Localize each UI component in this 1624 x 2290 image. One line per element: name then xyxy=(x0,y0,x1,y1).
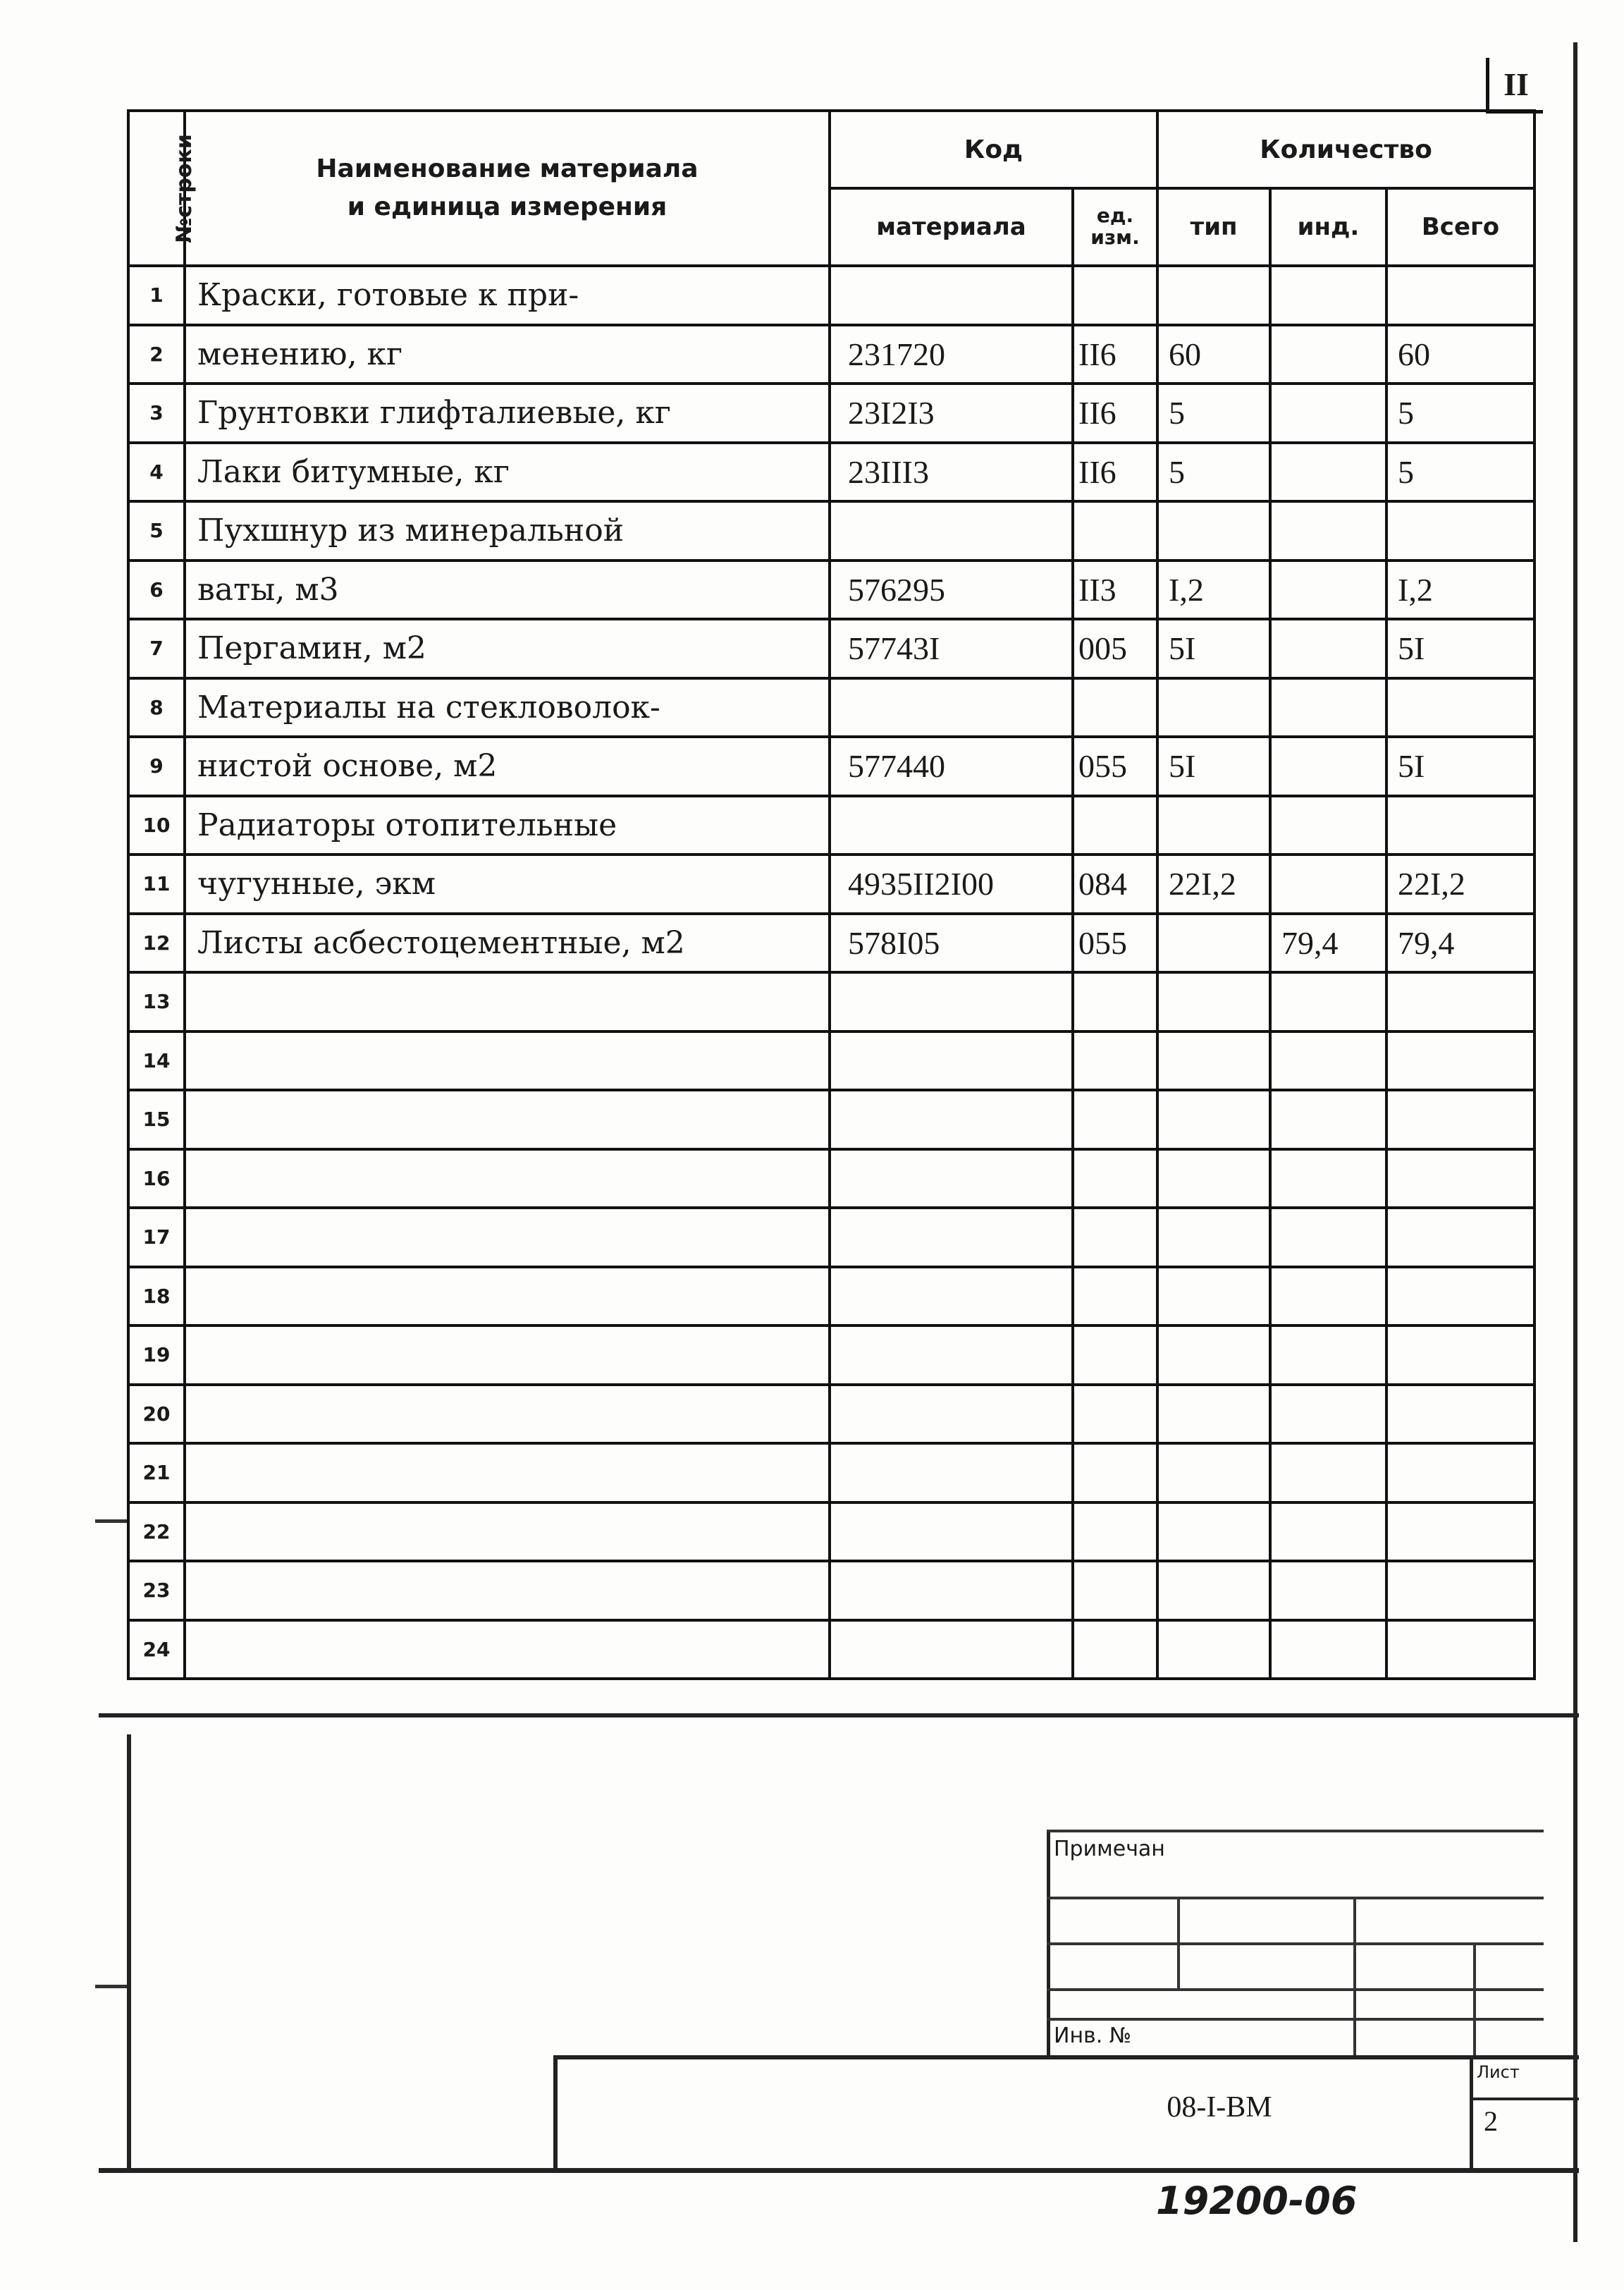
qty-total: 22I,2 xyxy=(1386,855,1534,914)
qty-total xyxy=(1386,266,1534,325)
qty-total xyxy=(1386,1385,1534,1444)
qty-type xyxy=(1157,1561,1270,1620)
material-code xyxy=(830,1502,1073,1562)
qty-type xyxy=(1157,1502,1270,1562)
row-number: 22 xyxy=(128,1502,185,1562)
qty-type xyxy=(1157,1620,1270,1679)
qty-type xyxy=(1157,1149,1270,1208)
table-row xyxy=(128,1561,1534,1620)
row-number: 20 xyxy=(128,1385,185,1444)
table-row xyxy=(128,443,1534,502)
table-row xyxy=(128,1385,1534,1444)
material-code xyxy=(830,1385,1073,1444)
unit-code xyxy=(1073,972,1157,1031)
qty-type: I,2 xyxy=(1157,561,1270,620)
row-number: 8 xyxy=(128,678,185,737)
unit-code: 055 xyxy=(1073,914,1157,973)
material-name: нистой основе, м2 xyxy=(185,737,830,796)
qty-total xyxy=(1386,1031,1534,1091)
row-number: 1 xyxy=(128,266,185,325)
material-name xyxy=(185,1385,830,1444)
unit-code xyxy=(1073,1385,1157,1444)
material-name: Пергамин, м2 xyxy=(185,619,830,678)
material-name xyxy=(185,1031,830,1091)
qty-type xyxy=(1157,1031,1270,1091)
row-number: 10 xyxy=(128,796,185,855)
header-quantity: Количество xyxy=(1157,111,1534,188)
material-code: 4935II2I00 xyxy=(830,855,1073,914)
row-number: 5 xyxy=(128,501,185,561)
row-number: 2 xyxy=(128,325,185,384)
unit-code xyxy=(1073,796,1157,855)
row-number: 21 xyxy=(128,1443,185,1502)
material-code xyxy=(830,1267,1073,1326)
material-name xyxy=(185,1443,830,1502)
row-number: 19 xyxy=(128,1325,185,1385)
material-code: 578I05 xyxy=(830,914,1073,973)
material-name xyxy=(185,1149,830,1208)
material-name: Лаки битумные, кг xyxy=(185,443,830,502)
qty-total: 60 xyxy=(1386,325,1534,384)
row-number: 18 xyxy=(128,1267,185,1326)
material-name: Пухшнур из минеральной xyxy=(185,501,830,561)
material-code xyxy=(830,1620,1073,1679)
qty-type: 60 xyxy=(1157,325,1270,384)
qty-individual xyxy=(1270,678,1386,737)
qty-type xyxy=(1157,1443,1270,1502)
qty-individual xyxy=(1270,972,1386,1031)
row-number: 9 xyxy=(128,737,185,796)
materials-table xyxy=(127,109,1536,1680)
sheet-number: II xyxy=(1486,58,1543,114)
qty-individual xyxy=(1270,796,1386,855)
unit-code xyxy=(1073,1325,1157,1385)
notes-line xyxy=(1047,1897,1544,1899)
qty-individual xyxy=(1270,1502,1386,1562)
material-code xyxy=(830,266,1073,325)
materials-table-body xyxy=(128,266,1534,1679)
material-code xyxy=(830,1443,1073,1502)
material-code: 57743I xyxy=(830,619,1073,678)
stamp-left-border xyxy=(553,2055,558,2172)
material-name: Радиаторы отопительные xyxy=(185,796,830,855)
qty-individual xyxy=(1270,619,1386,678)
qty-individual xyxy=(1270,1090,1386,1149)
qty-type: 5I xyxy=(1157,737,1270,796)
material-name xyxy=(185,1267,830,1326)
table-row xyxy=(128,855,1534,914)
material-name xyxy=(185,1090,830,1149)
qty-type xyxy=(1157,914,1270,973)
material-name xyxy=(185,1208,830,1267)
material-code xyxy=(830,972,1073,1031)
material-name: Материалы на стекловолок- xyxy=(185,678,830,737)
table-row xyxy=(128,1620,1534,1679)
unit-code xyxy=(1073,1620,1157,1679)
qty-individual xyxy=(1270,855,1386,914)
material-code: 577440 xyxy=(830,737,1073,796)
notes-label: Примечан xyxy=(1054,1837,1165,1861)
material-code xyxy=(830,1149,1073,1208)
header-qty-individual: инд. xyxy=(1270,188,1386,266)
material-code xyxy=(830,501,1073,561)
row-number: 12 xyxy=(128,914,185,973)
qty-total xyxy=(1386,1443,1534,1502)
sheet-box-divider xyxy=(1470,2098,1579,2100)
header-row-number: №строки xyxy=(128,111,185,266)
table-row xyxy=(128,325,1534,384)
material-name: Краски, готовые к при- xyxy=(185,266,830,325)
qty-individual xyxy=(1270,443,1386,502)
table-row xyxy=(128,1208,1534,1267)
material-code xyxy=(830,796,1073,855)
unit-code xyxy=(1073,1090,1157,1149)
qty-total xyxy=(1386,1620,1534,1679)
qty-type: 5 xyxy=(1157,443,1270,502)
notes-line xyxy=(1047,1830,1544,1832)
qty-type xyxy=(1157,1267,1270,1326)
qty-type xyxy=(1157,1385,1270,1444)
document-code: 08-I-BM xyxy=(1167,2091,1272,2124)
frame-right-border xyxy=(1573,42,1577,2242)
qty-total: 79,4 xyxy=(1386,914,1534,973)
row-number: 23 xyxy=(128,1561,185,1620)
qty-total: 5 xyxy=(1386,443,1534,502)
table-row xyxy=(128,1443,1534,1502)
qty-type xyxy=(1157,266,1270,325)
material-code: 576295 xyxy=(830,561,1073,620)
material-name: менению, кг xyxy=(185,325,830,384)
qty-individual xyxy=(1270,561,1386,620)
row-number: 15 xyxy=(128,1090,185,1149)
qty-individual xyxy=(1270,266,1386,325)
margin-mark xyxy=(95,1985,127,1988)
unit-code: II6 xyxy=(1073,443,1157,502)
notes-divider xyxy=(1177,1897,1180,1988)
qty-total: I,2 xyxy=(1386,561,1534,620)
qty-individual xyxy=(1270,1031,1386,1091)
unit-code xyxy=(1073,1502,1157,1562)
header-code: Код xyxy=(830,111,1157,188)
table-row xyxy=(128,1149,1534,1208)
table-row xyxy=(128,914,1534,973)
qty-individual xyxy=(1270,1561,1386,1620)
qty-total: 5 xyxy=(1386,384,1534,443)
table-row xyxy=(128,266,1534,325)
material-name: чугунные, экм xyxy=(185,855,830,914)
qty-total xyxy=(1386,1502,1534,1562)
qty-type: 22I,2 xyxy=(1157,855,1270,914)
qty-type xyxy=(1157,1208,1270,1267)
material-code: 23III3 xyxy=(830,443,1073,502)
table-row xyxy=(128,796,1534,855)
table-row xyxy=(128,737,1534,796)
qty-individual xyxy=(1270,501,1386,561)
qty-individual xyxy=(1270,1443,1386,1502)
frame-separator xyxy=(99,1713,1579,1718)
qty-total: 5I xyxy=(1386,619,1534,678)
qty-total: 5I xyxy=(1386,737,1534,796)
qty-individual xyxy=(1270,1385,1386,1444)
qty-type xyxy=(1157,1090,1270,1149)
unit-code xyxy=(1073,1267,1157,1326)
table-row xyxy=(128,501,1534,561)
header-qty-total: Всего xyxy=(1386,188,1534,266)
header-material-name: Наименование материала и единица измерения xyxy=(185,111,830,266)
qty-total xyxy=(1386,1090,1534,1149)
margin-mark xyxy=(95,1519,127,1523)
qty-type xyxy=(1157,678,1270,737)
unit-code: 084 xyxy=(1073,855,1157,914)
material-name xyxy=(185,1502,830,1562)
sheet-value: 2 xyxy=(1484,2105,1498,2137)
qty-total xyxy=(1386,972,1534,1031)
unit-code xyxy=(1073,266,1157,325)
table-row xyxy=(128,1325,1534,1385)
material-name xyxy=(185,1620,830,1679)
qty-total xyxy=(1386,501,1534,561)
unit-code: 005 xyxy=(1073,619,1157,678)
row-number: 17 xyxy=(128,1208,185,1267)
qty-individual xyxy=(1270,1149,1386,1208)
material-code xyxy=(830,1208,1073,1267)
notes-line xyxy=(1047,2018,1544,2021)
qty-total xyxy=(1386,678,1534,737)
material-code xyxy=(830,1031,1073,1091)
unit-code: II3 xyxy=(1073,561,1157,620)
frame-bottom-border xyxy=(99,2168,1579,2173)
notes-line xyxy=(1047,1942,1544,1945)
material-name xyxy=(185,972,830,1031)
sheet-box-border xyxy=(1470,2055,1473,2172)
material-code: 23I2I3 xyxy=(830,384,1073,443)
material-code xyxy=(830,678,1073,737)
table-row xyxy=(128,619,1534,678)
stamp-top-border xyxy=(553,2055,1579,2059)
table-row xyxy=(128,1267,1534,1326)
qty-total xyxy=(1386,1267,1534,1326)
row-number: 3 xyxy=(128,384,185,443)
notes-line xyxy=(1047,1988,1544,1991)
row-number: 7 xyxy=(128,619,185,678)
inventory-label: Инв. № xyxy=(1054,2023,1132,2048)
row-number: 4 xyxy=(128,443,185,502)
qty-total xyxy=(1386,1561,1534,1620)
sheet-label: Лист xyxy=(1477,2062,1520,2082)
qty-individual xyxy=(1270,1620,1386,1679)
table-row xyxy=(128,972,1534,1031)
qty-individual xyxy=(1270,1325,1386,1385)
unit-code xyxy=(1073,1561,1157,1620)
unit-code xyxy=(1073,501,1157,561)
unit-code xyxy=(1073,1443,1157,1502)
qty-individual xyxy=(1270,1267,1386,1326)
row-number: 11 xyxy=(128,855,185,914)
material-name: Листы асбестоцементные, м2 xyxy=(185,914,830,973)
row-number: 24 xyxy=(128,1620,185,1679)
qty-type xyxy=(1157,1325,1270,1385)
row-number: 16 xyxy=(128,1149,185,1208)
row-number: 6 xyxy=(128,561,185,620)
notes-divider xyxy=(1473,1942,1476,2055)
table-row xyxy=(128,1502,1534,1562)
inventory-number: 19200-06 xyxy=(1156,2179,1358,2223)
unit-code xyxy=(1073,1031,1157,1091)
material-name: ваты, м3 xyxy=(185,561,830,620)
header-code-unit: ед. изм. xyxy=(1073,188,1157,266)
unit-code: II6 xyxy=(1073,384,1157,443)
qty-individual xyxy=(1270,384,1386,443)
unit-code xyxy=(1073,1208,1157,1267)
table-row xyxy=(128,1090,1534,1149)
qty-type xyxy=(1157,501,1270,561)
qty-type xyxy=(1157,796,1270,855)
table-row xyxy=(128,384,1534,443)
row-number: 13 xyxy=(128,972,185,1031)
notes-divider xyxy=(1353,1897,1356,2055)
qty-individual: 79,4 xyxy=(1270,914,1386,973)
header-qty-type: тип xyxy=(1157,188,1270,266)
material-name xyxy=(185,1561,830,1620)
qty-type: 5I xyxy=(1157,619,1270,678)
material-name xyxy=(185,1325,830,1385)
qty-individual xyxy=(1270,325,1386,384)
material-code xyxy=(830,1090,1073,1149)
header-code-material: материала xyxy=(830,188,1073,266)
unit-code: 055 xyxy=(1073,737,1157,796)
frame-left-border xyxy=(127,1734,131,2172)
qty-type: 5 xyxy=(1157,384,1270,443)
unit-code xyxy=(1073,1149,1157,1208)
material-code: 231720 xyxy=(830,325,1073,384)
qty-total xyxy=(1386,1208,1534,1267)
qty-total xyxy=(1386,1149,1534,1208)
qty-individual xyxy=(1270,1208,1386,1267)
table-row xyxy=(128,678,1534,737)
table-row xyxy=(128,1031,1534,1091)
qty-total xyxy=(1386,1325,1534,1385)
material-code xyxy=(830,1561,1073,1620)
table-row xyxy=(128,561,1534,620)
unit-code xyxy=(1073,678,1157,737)
qty-type xyxy=(1157,972,1270,1031)
qty-individual xyxy=(1270,737,1386,796)
material-code xyxy=(830,1325,1073,1385)
material-name: Грунтовки глифталиевые, кг xyxy=(185,384,830,443)
unit-code: II6 xyxy=(1073,325,1157,384)
row-number: 14 xyxy=(128,1031,185,1091)
qty-total xyxy=(1386,796,1534,855)
